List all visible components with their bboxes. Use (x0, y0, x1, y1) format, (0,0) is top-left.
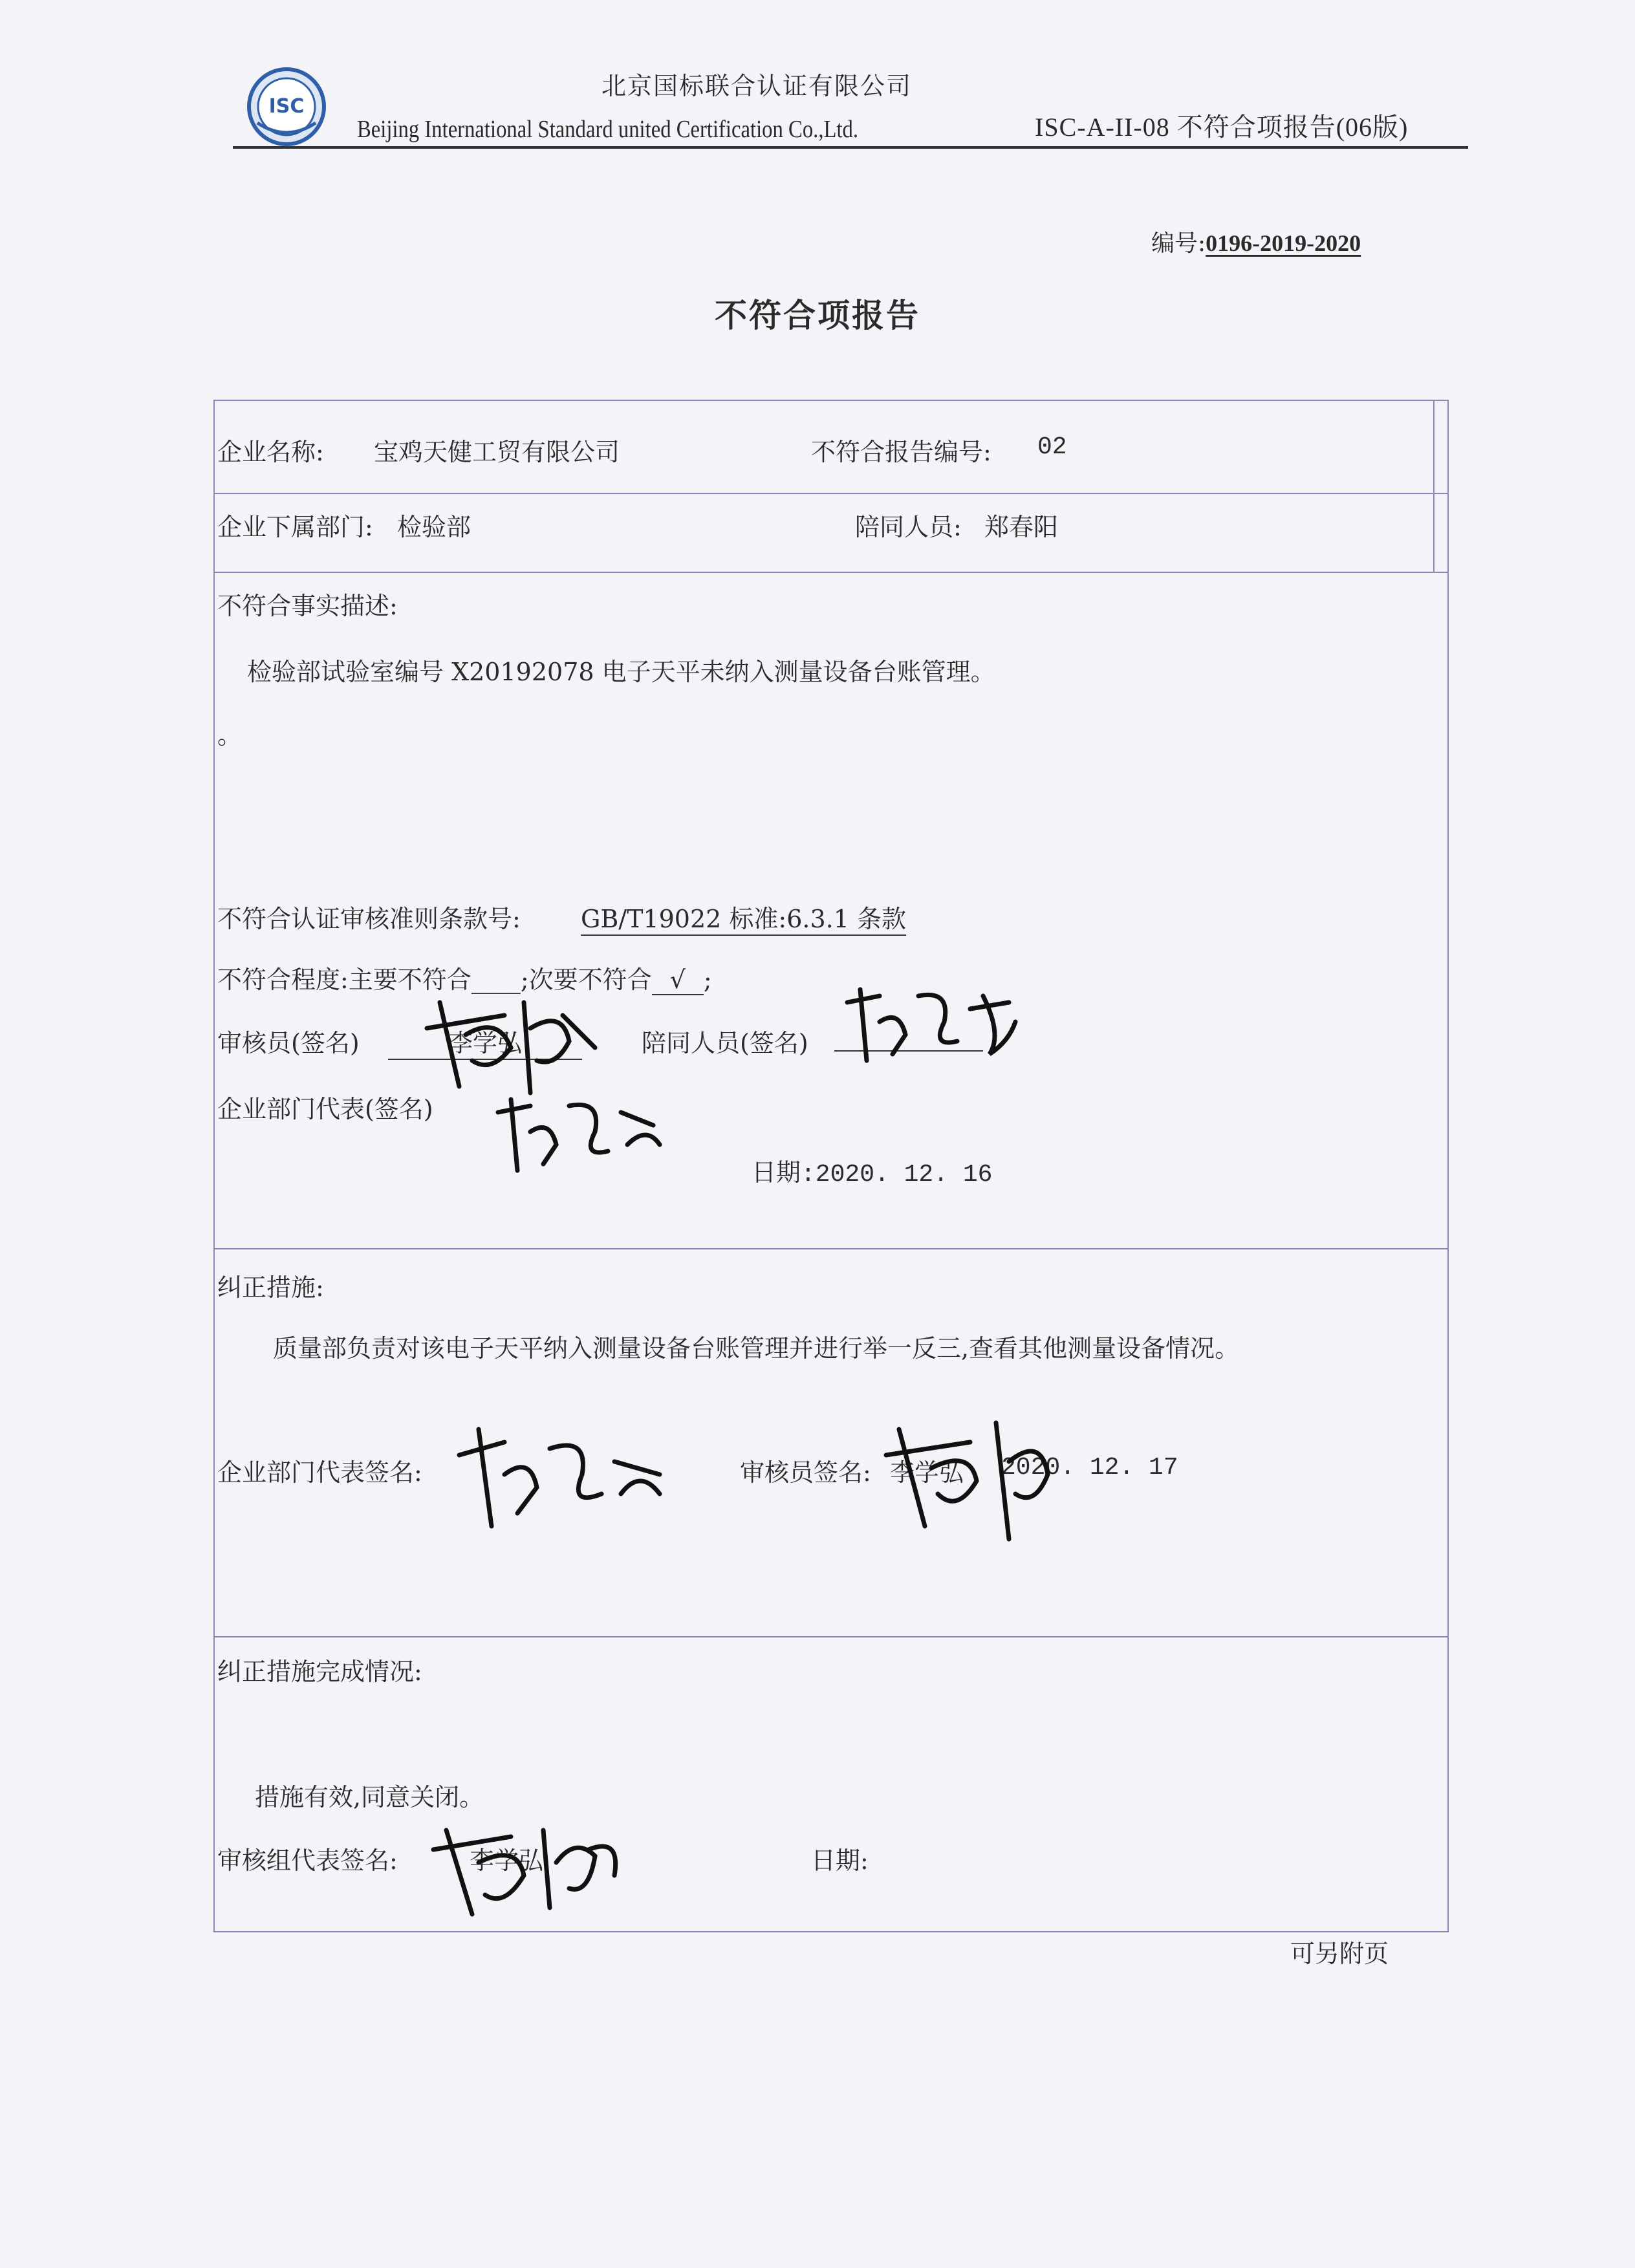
report-table (213, 400, 1449, 1932)
department-value: 检验部 (397, 513, 471, 541)
major-blank: ____ (471, 966, 521, 994)
footer-note: 可另附页 (1290, 1939, 1389, 1968)
company-label: 企业名称: (217, 438, 324, 466)
escort-signature (841, 983, 1022, 1076)
report-no-value: 02 (1037, 433, 1067, 461)
company-name-en: Beijing International Standard united Certification Co.,Ltd. (357, 116, 859, 143)
date-1: 日期:2020. 12. 16 (752, 1161, 993, 1189)
completion-heading: 纠正措施完成情况: (217, 1658, 422, 1686)
row-divider (215, 1636, 1447, 1637)
completion-result: 措施有效,同意关闭。 (255, 1783, 484, 1811)
auditor-printed-name-2: 李学弘 (890, 1458, 964, 1487)
serial-number (1151, 225, 1361, 258)
nonconformity-description: 检验部试验室编号 X20192078 电子天平未纳入测量设备台账管理。 (247, 658, 995, 686)
serial-value: 0196-2019-2020 (1206, 230, 1361, 256)
dept-rep-signature (492, 1086, 673, 1180)
escort-label: 陪同人员: (855, 513, 962, 541)
serial-label: 编号: (1151, 230, 1206, 257)
escort-sign-label: 陪同人员(签名) (642, 1029, 808, 1057)
header-divider (233, 146, 1468, 149)
escort-value: 郑春阳 (984, 513, 1059, 541)
row-divider (215, 493, 1447, 494)
clause-label: 不符合认证审核准则条款号: (217, 905, 521, 933)
report-no-label: 不符合报告编号: (811, 438, 991, 466)
dept-rep-sign-label-2: 企业部门代表签名: (217, 1458, 422, 1487)
isc-logo (244, 65, 329, 149)
degree-line: 不符合程度:主要不符合____;次要不符合 √ ; (217, 966, 712, 994)
row-divider (215, 1248, 1447, 1249)
corrective-heading: 纠正措施: (217, 1273, 324, 1302)
auditor-signature (414, 989, 608, 1102)
company-value: 宝鸡天健工贸有限公司 (374, 438, 620, 466)
auditor-sign-label: 审核员(签名) (217, 1029, 360, 1057)
corrective-measure: 质量部负责对该电子天平纳入测量设备台账管理并进行举一反三,查看其他测量设备情况。 (273, 1334, 1240, 1363)
page-title: 不符合项报告 (715, 296, 920, 334)
auditor-sign-label-2: 审核员签名: (740, 1458, 871, 1487)
nonconformity-heading: 不符合事实描述: (217, 592, 398, 620)
date-3-label: 日期: (811, 1846, 869, 1875)
date-2: 2020. 12. 17 (1001, 1454, 1178, 1482)
auditor-signature-2 (880, 1416, 1061, 1548)
dept-rep-signature-2 (453, 1423, 666, 1535)
team-rep-sign-label: 审核组代表签名: (217, 1846, 398, 1875)
row-divider (215, 572, 1447, 573)
logo-text: ISC (268, 95, 305, 118)
document-code: ISC-A-II-08 不符合项报告(06版) (1035, 113, 1409, 142)
stray-mark: 。 (217, 721, 243, 750)
company-name-cn: 北京国标联合认证有限公司 (601, 72, 913, 100)
clause-value: GB/T19022 标准:6.3.1 条款 (581, 899, 906, 936)
team-rep-signature (427, 1824, 634, 1923)
team-rep-printed-name: 李学弘 (470, 1846, 544, 1875)
inner-border (1433, 401, 1435, 572)
auditor-printed-name: 李学弘 (388, 1023, 582, 1060)
dept-rep-sign-label: 企业部门代表(签名) (217, 1095, 433, 1123)
minor-check: √ (652, 966, 704, 995)
department-label: 企业下属部门: (217, 513, 373, 541)
